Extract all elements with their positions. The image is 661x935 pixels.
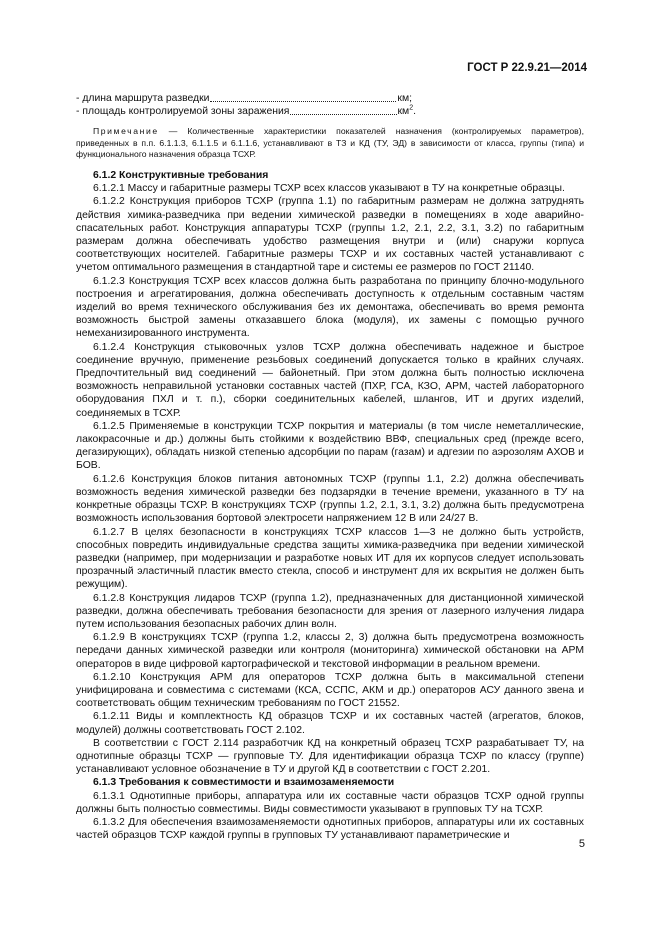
section-heading-612: 6.1.2 Конструктивные требования — [93, 170, 269, 182]
list-item-label: - длина маршрута разведки — [76, 93, 210, 104]
paragraph-6123: 6.1.2.3 Конструкция ТСХР всех классов должна быть разработана по принципу блочно-модульного построения и агрегатирования, должна обеспечивать доступность к отдельным составным частям изделий во время технического обслуживания без их демонтажа, обеспечивать во время ремонта возможность быстрой замены отказавшего блока (модуля), их замены с помощью ручного немеханизированного инструмента. — [76, 275, 584, 340]
dot-leader — [290, 114, 396, 115]
paragraph-6128: 6.1.2.8 Конструкция лидаров ТСХР (группа 1.2), предназначенных для дистанционной химической разведки, должна обеспечивать требования безопасности для зрения от лазерного излучения лидара путем использования безопасных рабочих длин волн. — [76, 592, 584, 630]
page-number: 5 — [578, 838, 585, 850]
paragraph-61211: 6.1.2.11 Виды и комплектность КД образцов ТСХР и их составных частей (агрегатов, блоков, модулей) должны соответствовать ГОСТ 2.102. — [76, 711, 584, 736]
dot-leader — [210, 101, 396, 102]
note-paragraph — [76, 126, 584, 160]
note-label: Примечание — [93, 126, 159, 137]
paragraph-6131: 6.1.3.1 Однотипные приборы, аппаратура или их составные части образцов ТСХР одной группы должны быть полностью совместимы. Виды совместимости указывают в групповых ТУ на ТСХР. — [76, 790, 584, 815]
list-item-route-length — [76, 92, 412, 105]
list-item-label: - площадь контролируемой зоны заражения — [76, 106, 290, 118]
list-item-unit: $км^2$. — [397, 104, 416, 118]
paragraph-6126: 6.1.2.6 Конструкция блоков питания автономных ТСХР (группы 1.1, 2.2) должна обеспечивать возможность ведения химической разведки без подзарядки в течение времени, указанного в ТУ на конкретные образцы ТСХР. В конструкциях ТСХР (группы 1.2, 2.1, 3.1, 3.2) должна быть предусмотрена возможность использования бортовой электросети напряжением 12 В или 24/27 В. — [76, 473, 584, 525]
document-code: ГОСТ Р 22.9.21—2014 — [467, 62, 587, 74]
paragraph-6127: 6.1.2.7 В целях безопасности в конструкциях ТСХР классов 1—3 не должно быть устройств, способных повредить индивидуальные средства защиты химика-разведчика при ведении химической разведки (например, при модернизации и разработке новых ИТ для их корпусов следует использовать прозрачный эластичный пластик вместо стекла, способ и инструмент для их вскрытия не должен быть режущим). — [76, 526, 584, 591]
paragraph-6129: 6.1.2.9 В конструкциях ТСХР (группа 1.2, классы 2, 3) должна быть предусмотрена возможность передачи данных химической разведки или контроля (мониторинга) химической обстановки на АРМ операторов в виде цифровой картографической и текстовой информации в реальном времени. — [76, 632, 584, 670]
note-text: — Количественные характеристики показателей назначения (контролируемых параметров), приведенных в п.п. 6.1.1.3, 6.1.1.5 и 6.1.1.6, устанавливают в ТЗ и КД (ТУ, ЭД) в зависимости от класса, группы (типа) и функционального назначения образца ТСХР. — [76, 126, 584, 159]
paragraph-6125: 6.1.2.5 Применяемые в конструкции ТСХР покрытия и материалы (в том числе неметаллические, лакокрасочные и др.) должны быть стойкими к воздействию ВВФ, специальных сред (прежде всего, дегазирующих), обладать низкой степенью адсорбции по парам (газам) и адгезии по аэрозолям АХОВ и БОВ. — [76, 420, 584, 472]
paragraph-61210: 6.1.2.10 Конструкция АРМ для операторов ТСХР должна быть в максимальной степени унифицирована и совместима с системами (КСА, ССПС, АКМ и др.) операторов АСУ данного звена и соответствовать общим техническим требованиям по ГОСТ 21552. — [76, 671, 584, 710]
paragraph-6122: 6.1.2.2 Конструкция приборов ТСХР (группа 1.1) по габаритным размерам не должна затруднять действия химика-разведчика при ведении химической разведки в помещениях в ходе аварийно-спасательных работ. Конструкция аппаратуры ТСХР (группы 1.2, 2.1, 2.2, 3.1, 3.2) по габаритным размерам должна обеспечивать удобство размещения внутри и (или) снаружи корпуса соответствующих носителей. Габаритные размеры ТСХР и их составных частей устанавливают с учетом оптимального размещения в стандартной таре и системы ее размеров по ГОСТ 21140. — [76, 196, 584, 274]
paragraph-6121: 6.1.2.1 Массу и габаритные размеры ТСХР всех классов указывают в ТУ на конкретные образцы. — [93, 183, 565, 195]
paragraph-61211-continued: В соответствии с ГОСТ 2.114 разработчик КД на конкретный образец ТСХР разрабатывает ТУ, на однотипные образцы ТСХР — групповые ТУ. Для идентификации образца ТСХР по классу (группе) устанавливают условное обозначение в ТУ и другой КД в соответствии с ГОСТ 2.201. — [76, 737, 584, 776]
paragraph-6124: 6.1.2.4 Конструкция стыковочных узлов ТСХР должна обеспечивать надежное и быстрое соединение вручную, применение резьбовых соединений допускается только в крайних случаях. Предпочтительный вид соединений — байонетный. При этом должна быть полностью исключена возможность неправильной установки составных частей (ПХР, ГСА, КЗО, АРМ, частей лабораторного оборудования ПХЛ и т. п.), сборки соединительных кабелей, шлангов, ИТ и других изделий, соединяемых в ТСХР. — [76, 341, 584, 419]
section-heading-613: 6.1.3 Требования к совместимости и взаимозаменяемости — [93, 777, 395, 789]
page-content — [76, 92, 584, 842]
list-item-zone-area — [76, 105, 416, 118]
paragraph-6132: 6.1.3.2 Для обеспечения взаимозаменяемости однотипных приборов, аппаратуры или их составных частей образцов ТСХР каждой группы в групповых ТУ устанавливают параметрические и — [76, 816, 584, 842]
list-item-unit: км; — [397, 93, 412, 104]
